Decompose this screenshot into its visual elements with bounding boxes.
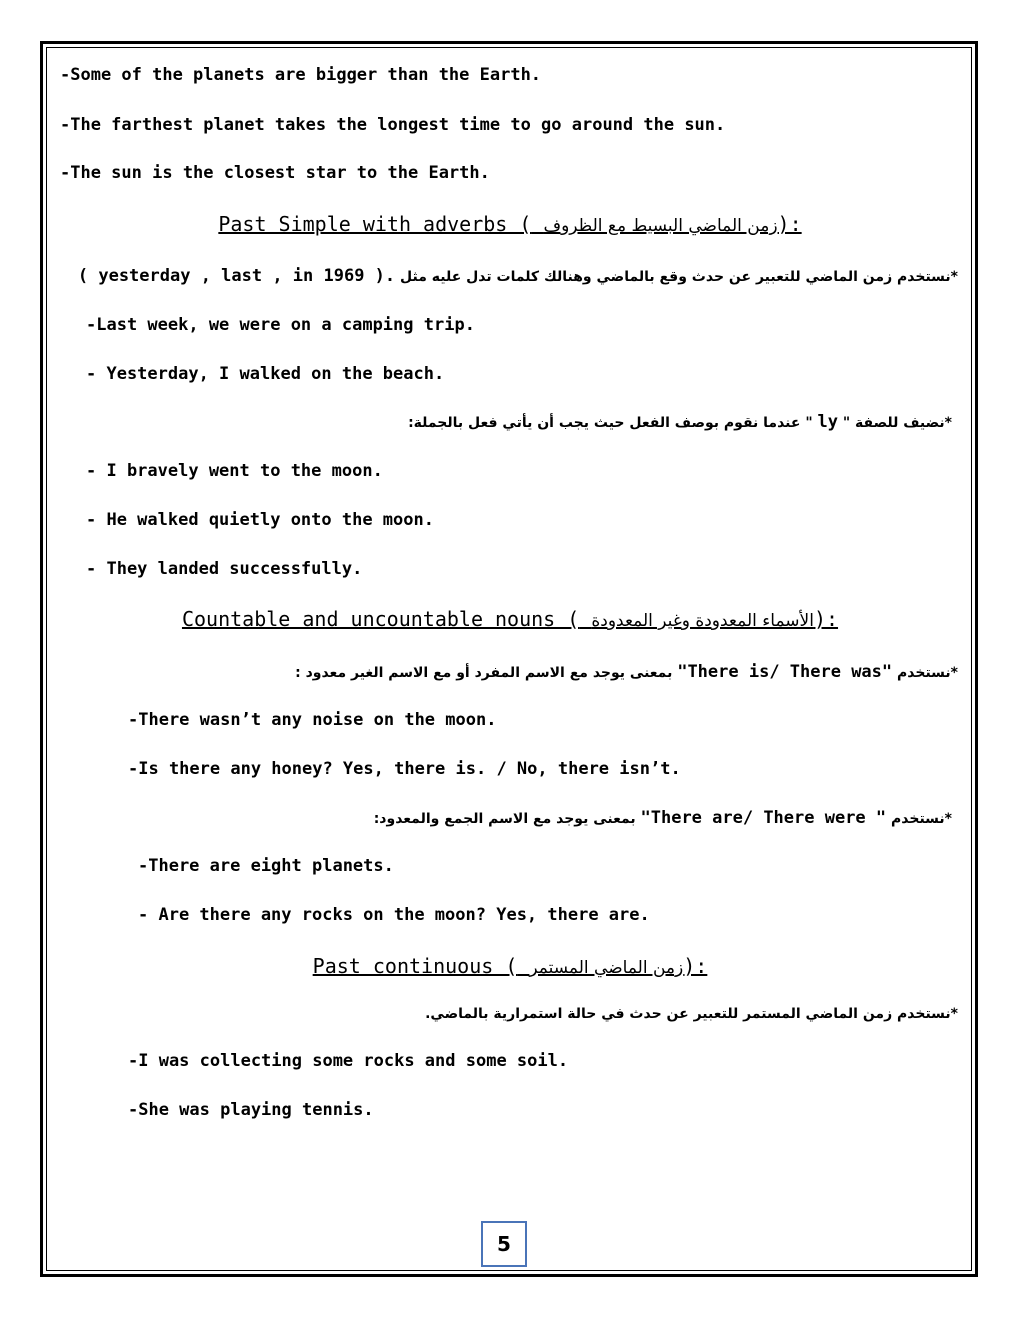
example-countable-1: -There wasn’t any noise on the moon. xyxy=(128,710,497,730)
heading-past-continuous xyxy=(0,954,1020,980)
heading-past-simple-en: Past Simple with adverbs ( xyxy=(218,212,532,236)
heading-past-simple-end: ): xyxy=(777,212,802,236)
example-past-simple-2: - Yesterday, I walked on the beach. xyxy=(86,364,445,384)
rule-past-simple-ar: نستخدم زمن الماضي للتعبير عن حدث وقع بالماضي وهنالك كلمات تدل عليه مثل xyxy=(400,269,951,285)
example-past-continuous-1: -I was collecting some rocks and some soil. xyxy=(128,1051,569,1071)
rule-there-are xyxy=(374,806,952,831)
heading-countable-end: ): xyxy=(813,607,839,631)
heading-past-simple xyxy=(0,212,1020,238)
rule-there-are-en: "There are/ There were " xyxy=(640,808,887,828)
rule-ly-en: ly xyxy=(817,412,838,432)
page-number: 5 xyxy=(481,1221,527,1267)
heading-past-continuous-ar: زمن الماضي المستمر xyxy=(529,958,684,978)
example-adverb-3: - They landed successfully. xyxy=(86,559,363,579)
rule-past-simple-en: ( yesterday , last , in 1969 ). xyxy=(77,266,396,286)
heading-past-continuous-en: Past continuous ( xyxy=(312,954,518,978)
intro-line-1: -Some of the planets are bigger than the Earth. xyxy=(60,65,542,85)
heading-countable xyxy=(0,607,1020,633)
rule-there-is-post: بمعنى يوجد مع الاسم المفرد أو مع الاسم الغير معدود : xyxy=(295,665,673,681)
rule-past-simple xyxy=(78,264,958,289)
heading-past-continuous-end: ): xyxy=(683,954,708,978)
intro-line-2: -The farthest planet takes the longest time to go around the sun. xyxy=(60,115,726,135)
heading-countable-ar: الأسماء المعدودة وغير المعدودة xyxy=(591,611,814,631)
example-adverb-2: - He walked quietly onto the moon. xyxy=(86,510,434,530)
example-countable-2: -Is there any honey? Yes, there is. / No, there isn’t. xyxy=(128,759,681,779)
rule-star: * xyxy=(950,269,958,285)
rule-there-are-pre: *نستخدم xyxy=(891,811,952,827)
rule-there-is-pre: *نستخدم xyxy=(897,665,958,681)
heading-countable-en: Countable and uncountable nouns ( xyxy=(181,607,580,631)
rule-ly-post: " عندما نقوم بوصف الفعل حيث يجب أن يأتي فعل بالجملة: xyxy=(408,415,813,431)
example-countable-3: -There are eight planets. xyxy=(138,856,394,876)
intro-line-3: -The sun is the closest star to the Earth. xyxy=(60,163,490,183)
example-past-continuous-2: -She was playing tennis. xyxy=(128,1100,374,1120)
example-adverb-1: - I bravely went to the moon. xyxy=(86,461,383,481)
example-past-simple-1: -Last week, we were on a camping trip. xyxy=(86,315,475,335)
rule-there-is xyxy=(295,660,958,685)
rule-there-are-post: بمعنى يوجد مع الاسم الجمع والمعدود: xyxy=(373,811,636,827)
heading-past-simple-ar: زمن الماضي البسيط مع الظروف xyxy=(543,216,778,236)
rule-past-continuous: *نستخدم زمن الماضي المستمر للتعبير عن حدث في حالة استمرارية بالماضي. xyxy=(425,1006,958,1022)
rule-ly-pre: *نضيف للصفة " xyxy=(842,415,952,431)
example-countable-4: - Are there any rocks on the moon? Yes, there are. xyxy=(138,905,650,925)
rule-ly xyxy=(408,410,952,435)
rule-there-is-en: "There is/ There was" xyxy=(677,662,893,682)
